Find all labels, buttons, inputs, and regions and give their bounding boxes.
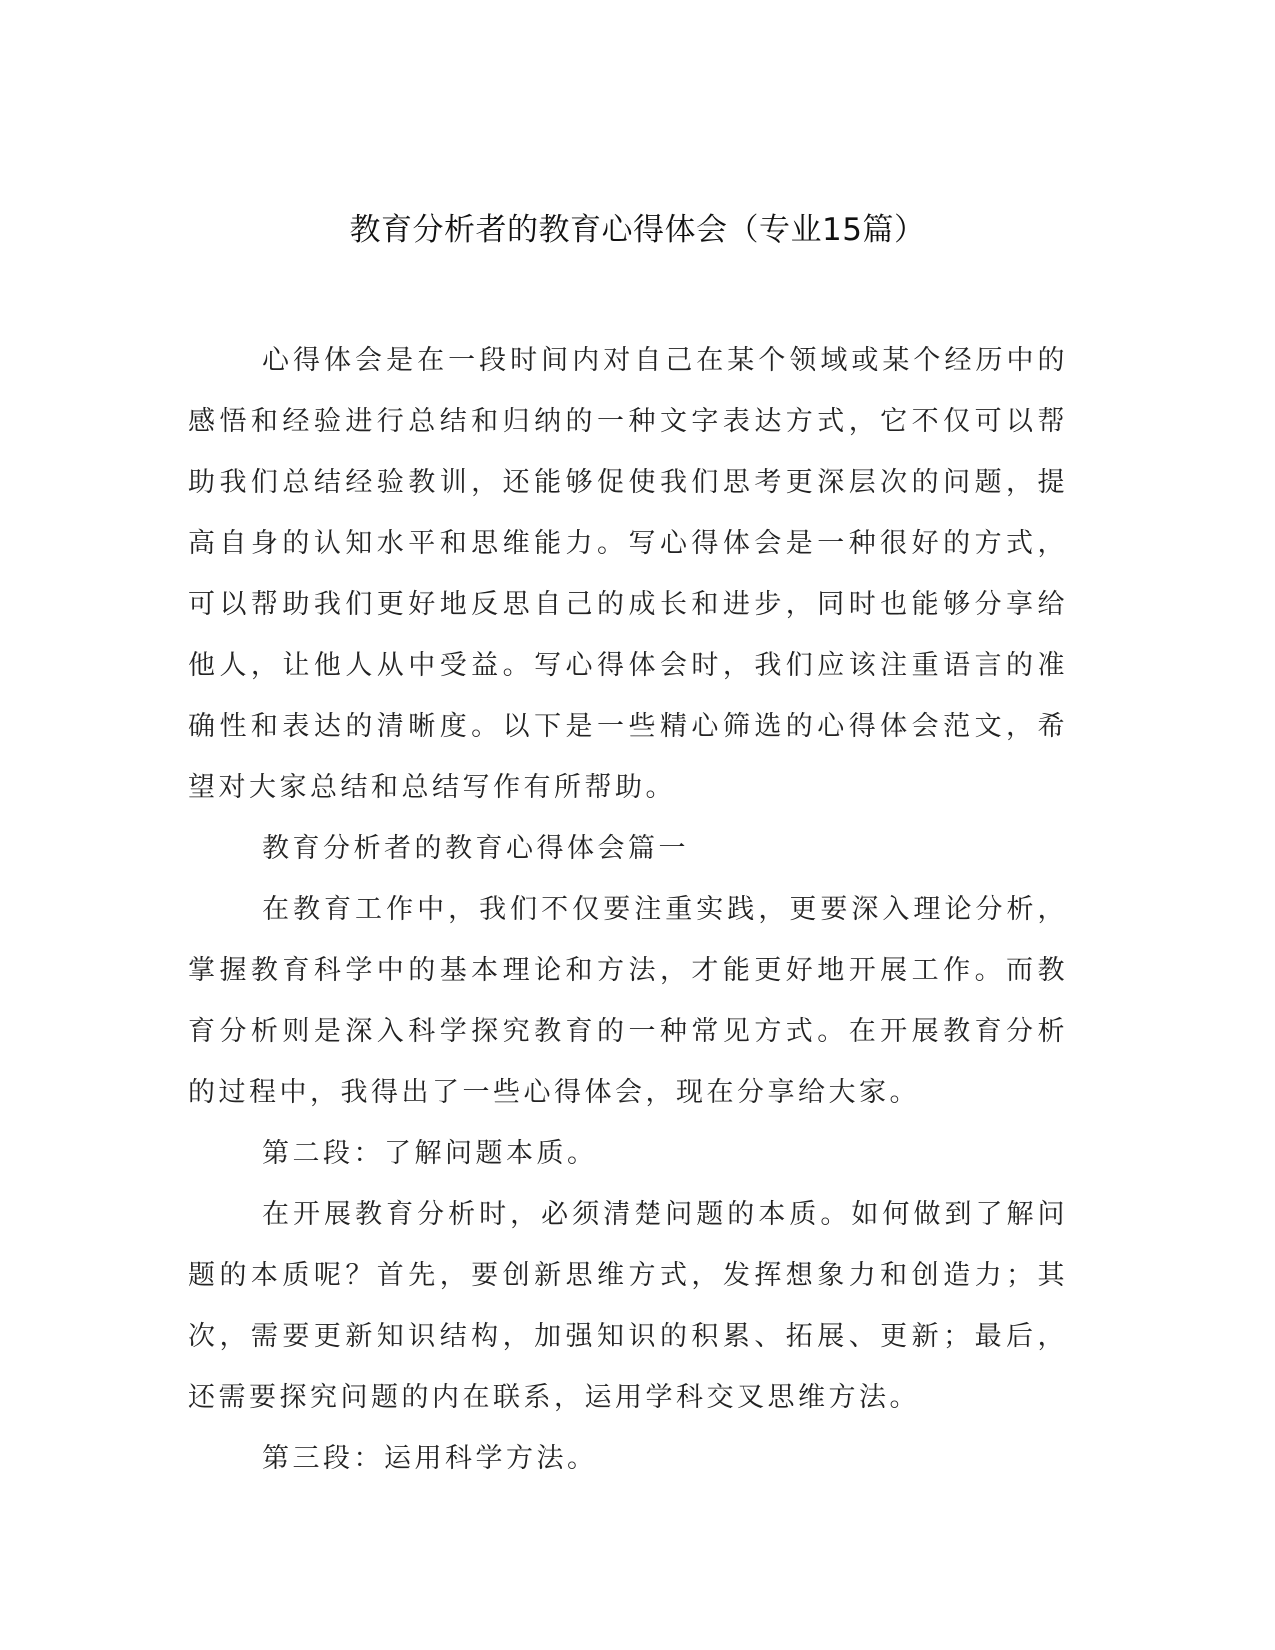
intro-paragraph: 心得体会是在一段时间内对自己在某个领域或某个经历中的感悟和经验进行总结和归纳的一种文字表达方式，它不仅可以帮助我们总结经验教训，还能够促使我们思考更深层次的问题，提高自身的认知水平和思维能力。写心得体会是一种很好的方式，可以帮助我们更好地反思自己的成长和进步，同时也能够分享给他人，让他人从中受益。写心得体会时，我们应该注重语言的准确性和表达的清晰度。以下是一些精心筛选的心得体会范文，希望对大家总结和总结写作有所帮助。: [188, 345, 1068, 803]
section-heading-second: 第二段：了解问题本质。: [262, 1138, 598, 1169]
body-paragraph: 在开展教育分析时，必须清楚问题的本质。如何做到了解问题的本质呢？首先，要创新思维方式，发挥想象力和创造力；其次，需要更新知识结构，加强知识的积累、拓展、更新；最后，还需要探究问题的内在联系，运用学科交叉思维方法。: [188, 1199, 1068, 1413]
document-title: 教育分析者的教育心得体会（专业15篇）: [349, 212, 926, 248]
section-heading-part-one: 教育分析者的教育心得体会篇一: [262, 833, 689, 864]
document-body: [188, 330, 1068, 1489]
section-heading-third: 第三段：运用科学方法。: [262, 1443, 598, 1474]
body-paragraph: 在教育工作中，我们不仅要注重实践，更要深入理论分析，掌握教育科学中的基本理论和方法，才能更好地开展工作。而教育分析则是深入科学探究教育的一种常见方式。在开展教育分析的过程中，我得出了一些心得体会，现在分享给大家。: [188, 894, 1068, 1108]
